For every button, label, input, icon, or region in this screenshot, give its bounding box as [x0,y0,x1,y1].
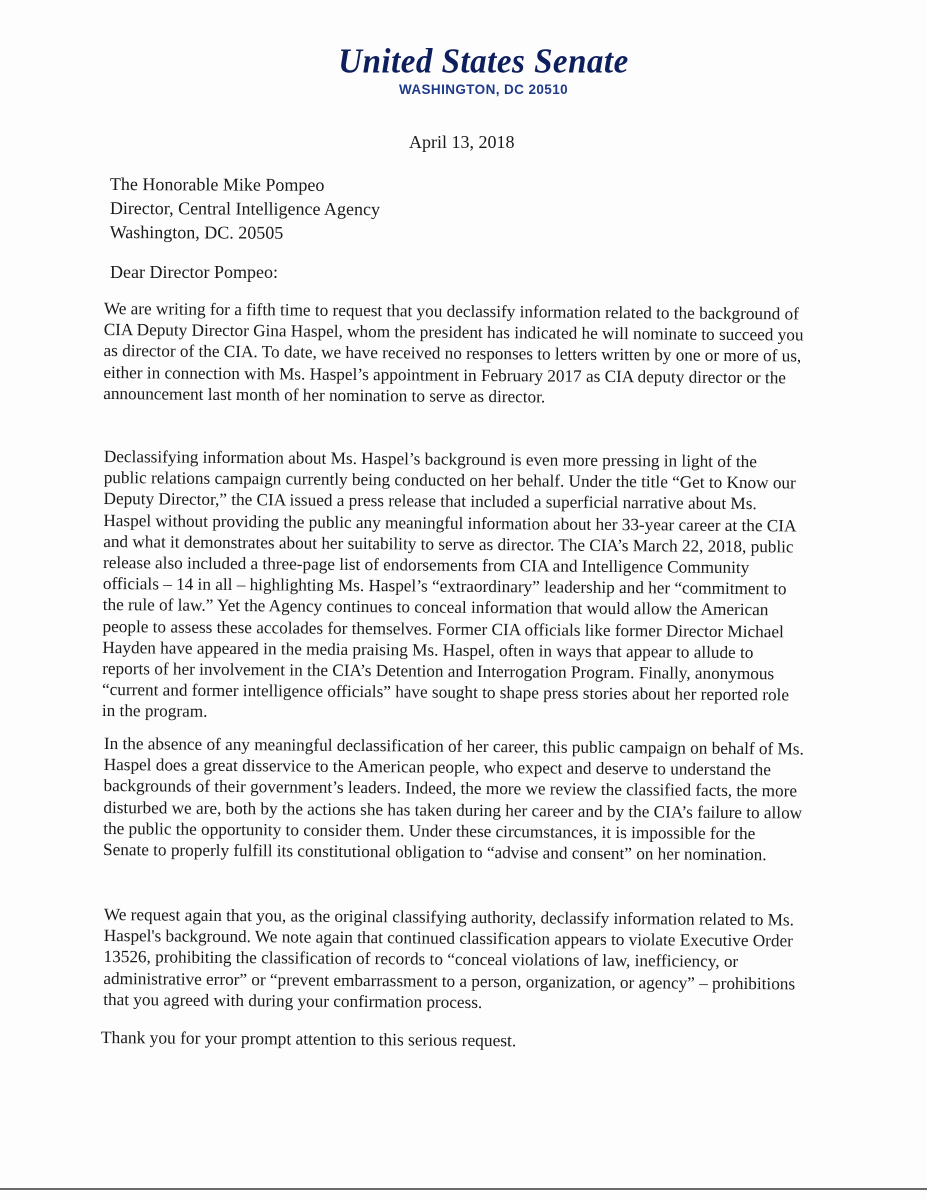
scan-edge-line [0,1188,927,1190]
recipient-title: Director, Central Intelligence Agency [109,197,381,220]
paragraph-3: In the absence of any meaningful declassification of her career, this public campaign on behalf of Ms. Haspel does a great disservice to the American people, who expect and deserve to understand the backgrounds of their government’s leaders. Indeed, the more we review the classified facts, the more disturbed we are, both by the actions she has taken during her career and by the CIA’s failure to allow the public the opportunity to consider them. Under these circumstances, it is impossible for the Senate to properly fulfill its constitutional obligation to “advise and consent” on her nomination. [103,733,804,865]
paragraph-2: Declassifying information about Ms. Haspel’s background is even more pressing in light of the public relations campaign currently being conducted on her behalf. Under the title “Get to Know our Deputy Director,” the CIA issued a press release that included a superficial narrative about Ms. Haspel without providing the public any meaningful information about her 33-year career at the CIA and what it demonstrates about her suitability to serve as director. The CIA’s March 22, 2018, public release also included a three-page list of endorsements from CIA and Intelligence Community officials – 14 in all – highlighting Ms. Haspel’s “extraordinary” leadership and her “commitment to the rule of law.” Yet the Agency continues to conceal information that would allow the American people to assess these accolades for themselves. Former CIA officials like former Director Michael Hayden have appeared in the media praising Ms. Haspel, often in ways that appear to allude to reports of her involvement in the CIA’s Detention and Interrogation Program. Finally, anonymous “current and former intelligence officials” have sought to shape press stories about her reported role in the program. [101,446,796,722]
letterhead [0,42,927,97]
closing-line: Thank you for your prompt attention to this serious request. [100,1027,517,1051]
letterhead-title: United States Senate [338,43,629,81]
paragraph-1: We are writing for a fifth time to request that you declassify information related to the background of CIA Deputy Director Gina Haspel, whom the president has indicated he will nominate to succeed you as director of the CIA. To date, we have received no responses to letters written by one or more of us, either in connection with Ms. Haspel’s appointment in February 2017 as CIA deputy director or the announcement last month of her nomination to serve as director. [103,298,804,407]
recipient-city: Washington, DC. 20505 [109,221,284,243]
letter-date: April 13, 2018 [409,132,515,152]
letterhead-address: WASHINGTON, DC 20510 [398,82,569,97]
paragraph-4: We request again that you, as the original classifying authority, declassify information related to Ms. Haspel's background. We note again that continued classification appears to violate Executive Order 13526, prohibiting the classification of records to “conceal violations of law, inefficiency, or administrative error” or “prevent embarrassment to a person, organization, or agency” – prohibitions that you agreed with during your confirmation process. [103,904,796,1012]
recipient-address [110,172,380,245]
salutation: Dear Director Pompeo: [110,262,278,282]
recipient-name: The Honorable Mike Pompeo [109,173,325,195]
